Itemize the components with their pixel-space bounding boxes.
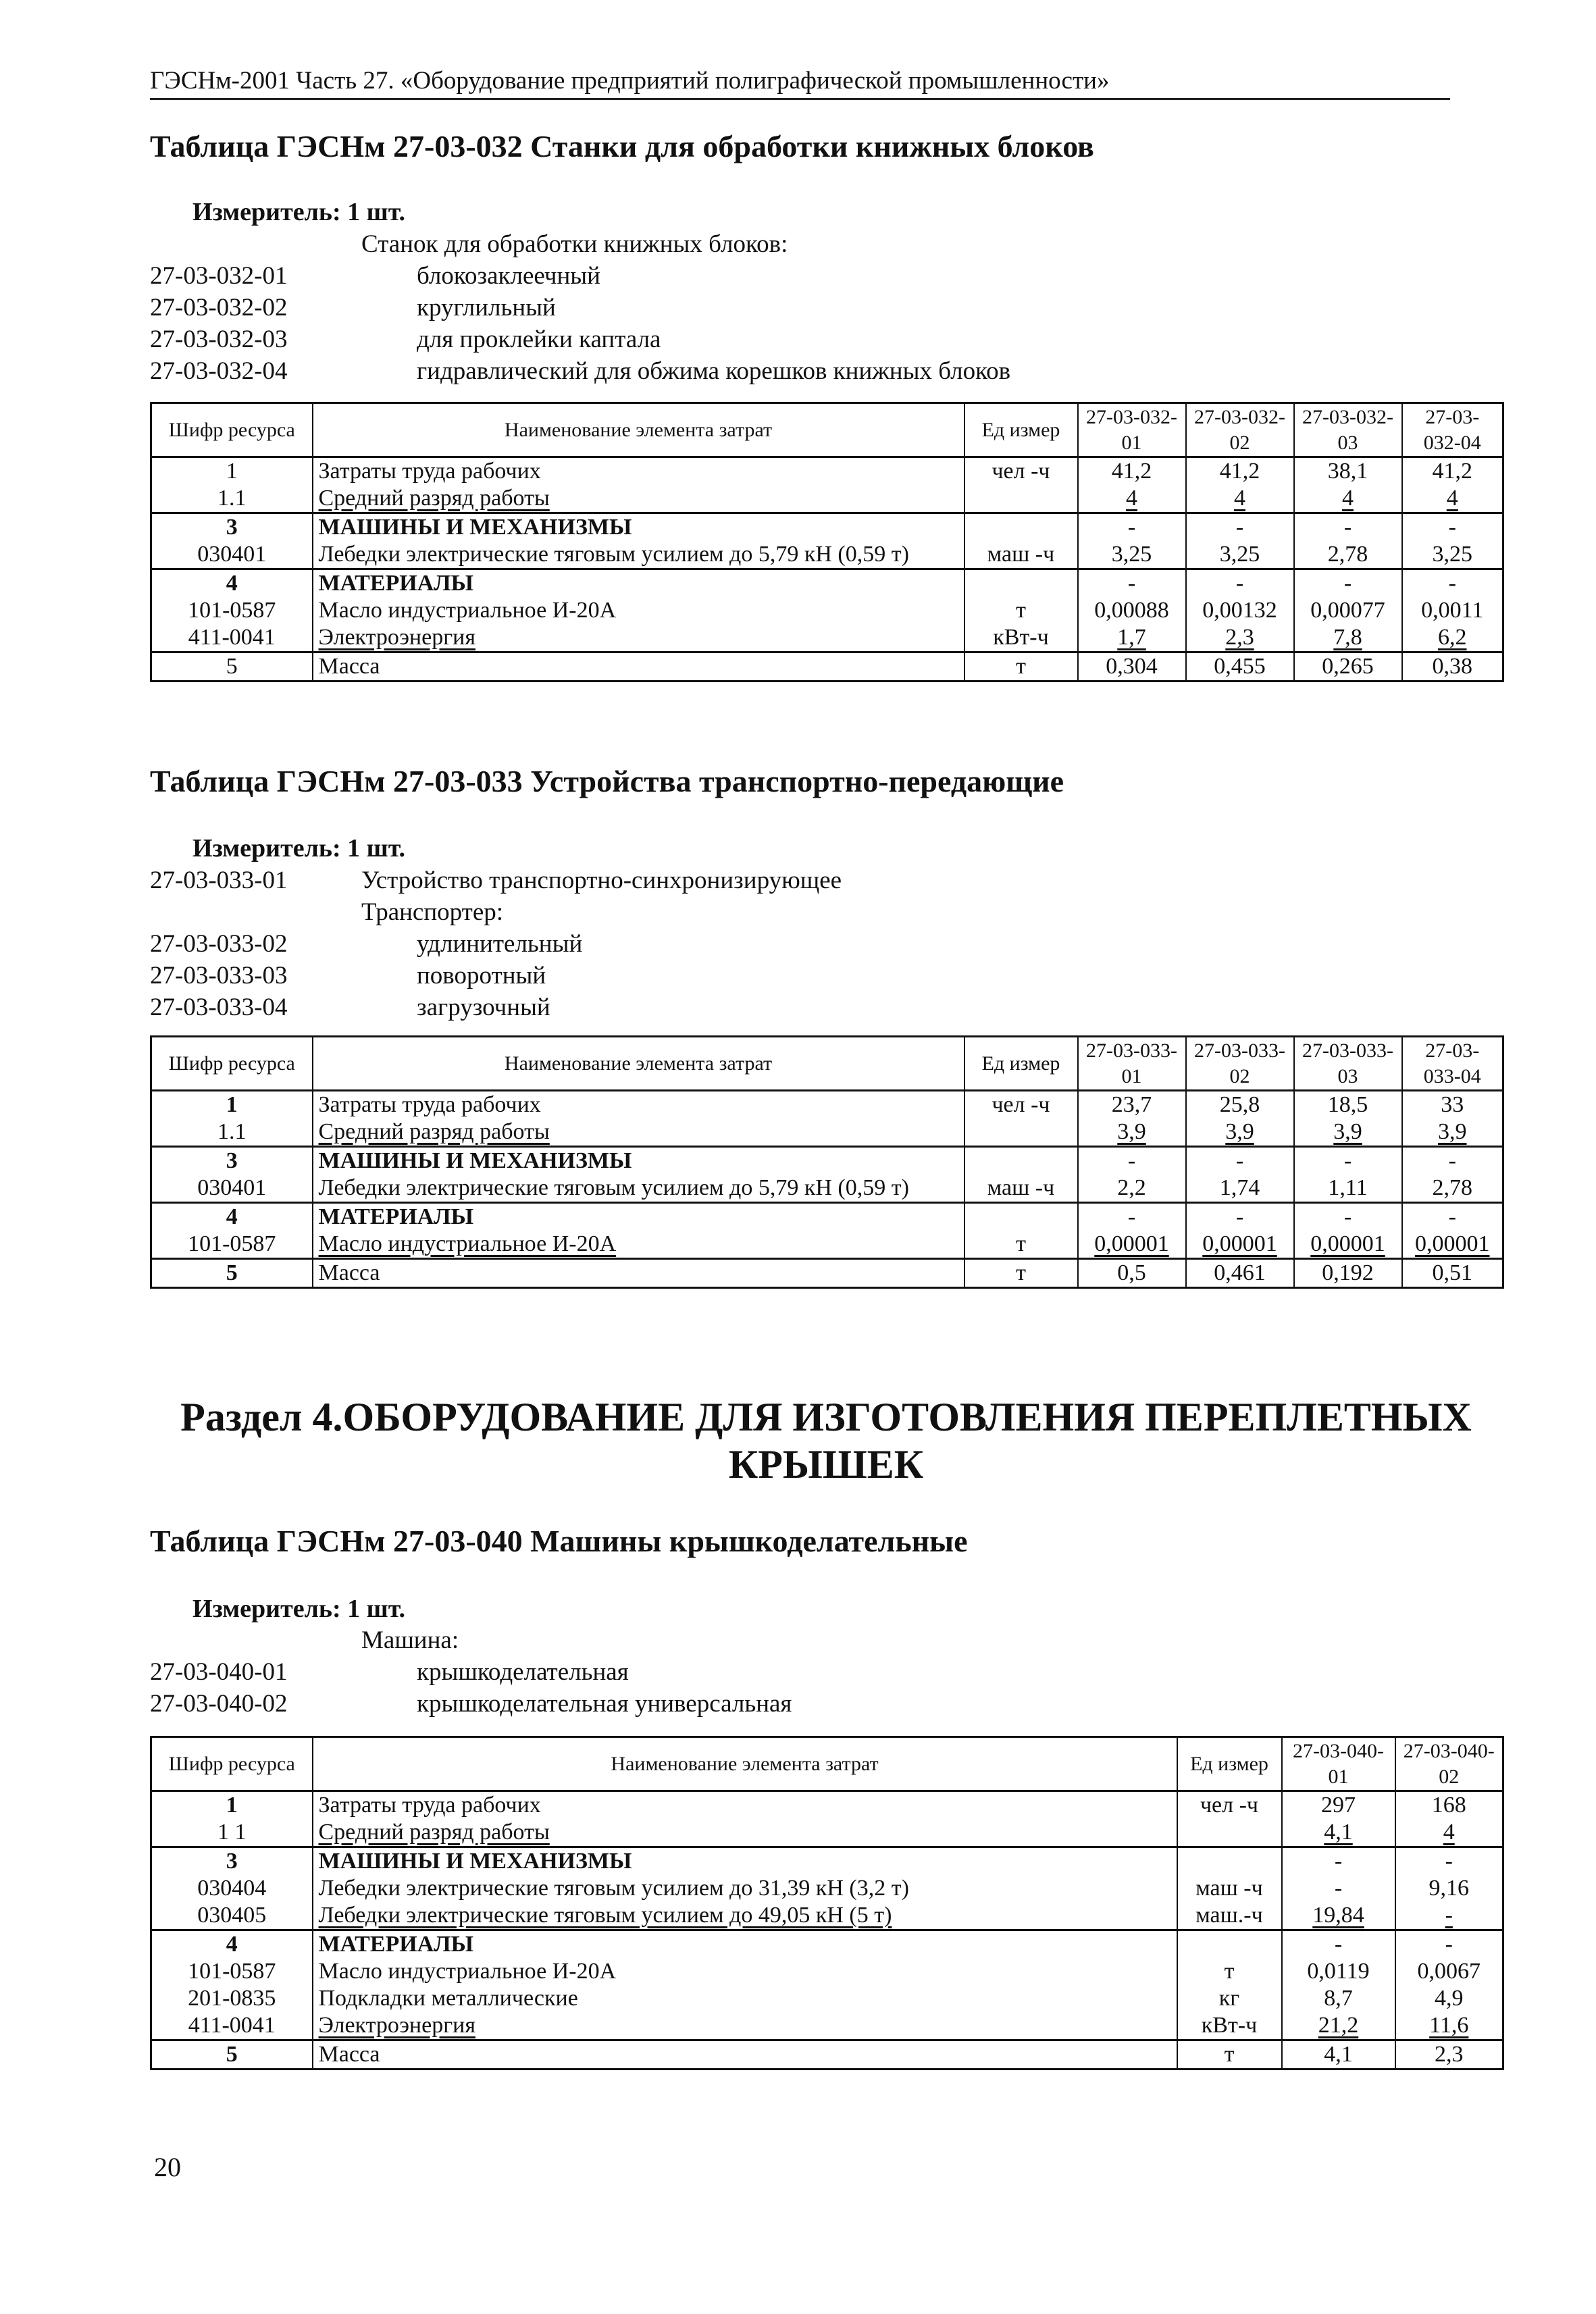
- cell-name: Масса: [313, 652, 964, 682]
- cell-value: 0,51: [1402, 1259, 1503, 1288]
- table-header-row: [151, 403, 1503, 457]
- cell-value: 3,9: [1078, 1119, 1186, 1147]
- table-title: Таблица ГЭСНм 27-03-033 Устройства транспортно-передающие: [150, 764, 1064, 798]
- cell-code: 1.1: [151, 1119, 313, 1147]
- measure-line: [192, 1594, 405, 1624]
- cell-unit: [964, 1203, 1078, 1231]
- cell-value: 4: [1078, 485, 1186, 513]
- cell-value: 19,84: [1282, 1902, 1395, 1930]
- cell-value: -: [1402, 1147, 1503, 1175]
- cell-code: 030401: [151, 1175, 313, 1203]
- cell-value: 0,0011: [1402, 597, 1503, 624]
- cell-name: Масса: [313, 2040, 1177, 2069]
- column-header: 27-03-040-01: [1282, 1737, 1395, 1791]
- cell-value: 297: [1282, 1791, 1395, 1820]
- cell-name: Подкладки металлические: [313, 1985, 1177, 2012]
- cell-value: 2,3: [1395, 2040, 1503, 2069]
- cell-value: 4,1: [1282, 2040, 1395, 2069]
- cell-value: -: [1282, 1930, 1395, 1959]
- cell-unit: [964, 513, 1078, 542]
- cell-name: Затраты труда рабочих: [313, 457, 964, 486]
- cell-name: Средний разряд работы: [313, 1819, 1177, 1847]
- cell-value: -: [1186, 569, 1294, 598]
- table-row: [151, 1847, 1503, 1876]
- cell-value: 0,00088: [1078, 597, 1186, 624]
- column-header: 27-03-032-04: [1402, 403, 1503, 457]
- cell-unit: [964, 485, 1078, 513]
- cell-value: 1,7: [1078, 624, 1186, 652]
- cell-value: 23,7: [1078, 1091, 1186, 1119]
- cell-value: 2,2: [1078, 1175, 1186, 1203]
- cell-value: 4: [1294, 485, 1402, 513]
- column-header: 27-03-032-03: [1294, 403, 1402, 457]
- cell-value: -: [1078, 1203, 1186, 1231]
- cell-value: 0,00001: [1402, 1231, 1503, 1259]
- cell-value: 3,9: [1186, 1119, 1294, 1147]
- column-header: 27-03-033-04: [1402, 1037, 1503, 1091]
- cell-unit: чел -ч: [964, 457, 1078, 486]
- measure-value: 1 шт.: [347, 834, 406, 863]
- cell-name: Затраты труда рабочих: [313, 1791, 1177, 1820]
- table-row: [151, 1147, 1503, 1175]
- table-row: [151, 1175, 1503, 1203]
- cell-value: -: [1186, 1203, 1294, 1231]
- cell-code: 3: [151, 1847, 313, 1876]
- cell-value: 9,16: [1395, 1875, 1503, 1902]
- cell-code: 1: [151, 1791, 313, 1820]
- table-row: [151, 2012, 1503, 2040]
- column-header: Наименование элемента затрат: [313, 1037, 964, 1091]
- cell-value: 4,9: [1395, 1985, 1503, 2012]
- cell-value: 3,25: [1078, 541, 1186, 569]
- measure-line: [192, 833, 405, 863]
- cell-value: -: [1294, 1203, 1402, 1231]
- cell-code: 1: [151, 457, 313, 486]
- resource-table: [150, 1736, 1504, 2070]
- cell-value: -: [1402, 569, 1503, 598]
- column-header: 27-03-033-01: [1078, 1037, 1186, 1091]
- cell-unit: т: [1177, 2040, 1282, 2069]
- cell-value: 41,2: [1078, 457, 1186, 486]
- cell-value: 0,00001: [1078, 1231, 1186, 1259]
- cell-code: 101-0587: [151, 597, 313, 624]
- cell-value: -: [1186, 1147, 1294, 1175]
- column-header: Наименование элемента затрат: [313, 403, 964, 457]
- measure-label: Измеритель:: [192, 1595, 341, 1623]
- cell-unit: [964, 1119, 1078, 1147]
- column-header: 27-03-033-03: [1294, 1037, 1402, 1091]
- cell-code: 030404: [151, 1875, 313, 1902]
- cell-value: 3,9: [1294, 1119, 1402, 1147]
- column-header: 27-03-040-02: [1395, 1737, 1503, 1791]
- table-row: [151, 541, 1503, 569]
- cell-value: 7,8: [1294, 624, 1402, 652]
- cell-unit: кВт-ч: [1177, 2012, 1282, 2040]
- cell-value: 4: [1186, 485, 1294, 513]
- cell-name: Лебедки электрические тяговым усилием до 5,79 кН (0,59 т): [313, 541, 964, 569]
- column-header: Ед измер: [964, 1037, 1078, 1091]
- cell-value: 3,25: [1186, 541, 1294, 569]
- table-row: [151, 1875, 1503, 1902]
- cell-value: -: [1402, 1203, 1503, 1231]
- cell-code: 1: [151, 1091, 313, 1119]
- cell-value: -: [1282, 1847, 1395, 1876]
- cell-value: 25,8: [1186, 1091, 1294, 1119]
- table-row: [151, 1985, 1503, 2012]
- cell-value: 0,5: [1078, 1259, 1186, 1288]
- table-row: [151, 597, 1503, 624]
- cell-value: -: [1402, 513, 1503, 542]
- measure-value: 1 шт.: [347, 1595, 406, 1623]
- cell-name: МАТЕРИАЛЫ: [313, 1203, 964, 1231]
- cell-code: 3: [151, 1147, 313, 1175]
- table-title: Таблица ГЭСНм 27-03-040 Машины крышкоделательные: [150, 1524, 968, 1558]
- column-header: 27-03-032-01: [1078, 403, 1186, 457]
- cell-value: -: [1395, 1902, 1503, 1930]
- cell-unit: [1177, 1847, 1282, 1876]
- cell-unit: кВт-ч: [964, 624, 1078, 652]
- cell-unit: т: [964, 1259, 1078, 1288]
- column-header: Шифр ресурса: [151, 1737, 313, 1791]
- cell-value: 0,304: [1078, 652, 1186, 682]
- column-header: Наименование элемента затрат: [313, 1737, 1177, 1791]
- column-header: Шифр ресурса: [151, 1037, 313, 1091]
- cell-unit: т: [964, 652, 1078, 682]
- cell-name: Масло индустриальное И-20А: [313, 597, 964, 624]
- cell-name: Электроэнергия: [313, 2012, 1177, 2040]
- cell-value: 0,461: [1186, 1259, 1294, 1288]
- cell-unit: маш -ч: [964, 1175, 1078, 1203]
- table-row: [151, 1791, 1503, 1820]
- cell-value: -: [1078, 513, 1186, 542]
- table-row: [151, 1902, 1503, 1930]
- cell-value: 1,74: [1186, 1175, 1294, 1203]
- table-row: [151, 1259, 1503, 1288]
- measure-label: Измеритель:: [192, 198, 341, 226]
- cell-name: Лебедки электрические тяговым усилием до 49,05 кН (5 т): [313, 1902, 1177, 1930]
- cell-value: 0,00077: [1294, 597, 1402, 624]
- resource-table: [150, 1035, 1504, 1289]
- cell-name: МАШИНЫ И МЕХАНИЗМЫ: [313, 1847, 1177, 1876]
- table-row: [151, 1819, 1503, 1847]
- cell-value: 41,2: [1402, 457, 1503, 486]
- cell-code: 030405: [151, 1902, 313, 1930]
- cell-value: 0,38: [1402, 652, 1503, 682]
- cell-value: 168: [1395, 1791, 1503, 1820]
- cell-value: -: [1282, 1875, 1395, 1902]
- table-row: [151, 513, 1503, 542]
- cell-name: Средний разряд работы: [313, 485, 964, 513]
- cell-value: 0,455: [1186, 652, 1294, 682]
- cell-value: 18,5: [1294, 1091, 1402, 1119]
- page-number: 20: [154, 2152, 181, 2182]
- cell-unit: кг: [1177, 1985, 1282, 2012]
- cell-name: МАТЕРИАЛЫ: [313, 1930, 1177, 1959]
- cell-unit: [964, 1147, 1078, 1175]
- cell-value: -: [1395, 1930, 1503, 1959]
- cell-value: -: [1294, 1147, 1402, 1175]
- measure-value: 1 шт.: [347, 198, 406, 226]
- cell-name: Лебедки электрические тяговым усилием до 5,79 кН (0,59 т): [313, 1175, 964, 1203]
- cell-code: 5: [151, 1259, 313, 1288]
- section-title: Раздел 4.ОБОРУДОВАНИЕ ДЛЯ ИЗГОТОВЛЕНИЯ ПЕРЕПЛЕТНЫХ КРЫШЕК: [180, 1395, 1472, 1487]
- cell-unit: чел -ч: [1177, 1791, 1282, 1820]
- cell-value: 38,1: [1294, 457, 1402, 486]
- table-row: [151, 1119, 1503, 1147]
- cell-unit: т: [964, 597, 1078, 624]
- cell-code: 411-0041: [151, 624, 313, 652]
- table-row: [151, 652, 1503, 682]
- cell-name: Средний разряд работы: [313, 1119, 964, 1147]
- cell-unit: маш -ч: [1177, 1875, 1282, 1902]
- cell-value: 4,1: [1282, 1819, 1395, 1847]
- column-header: Шифр ресурса: [151, 403, 313, 457]
- cell-value: -: [1294, 569, 1402, 598]
- cell-code: 101-0587: [151, 1231, 313, 1259]
- cell-code: 201-0835: [151, 1985, 313, 2012]
- cell-value: 0,00001: [1294, 1231, 1402, 1259]
- cell-unit: [1177, 1819, 1282, 1847]
- cell-value: 2,3: [1186, 624, 1294, 652]
- cell-code: 3: [151, 513, 313, 542]
- cell-value: 3,25: [1402, 541, 1503, 569]
- cell-value: -: [1395, 1847, 1503, 1876]
- table-row: [151, 569, 1503, 598]
- cell-value: -: [1078, 1147, 1186, 1175]
- cell-unit: т: [964, 1231, 1078, 1259]
- cell-name: МАШИНЫ И МЕХАНИЗМЫ: [313, 1147, 964, 1175]
- cell-value: -: [1186, 513, 1294, 542]
- cell-value: 0,00132: [1186, 597, 1294, 624]
- cell-name: Масло индустриальное И-20А: [313, 1231, 964, 1259]
- cell-value: 1,11: [1294, 1175, 1402, 1203]
- cell-value: 0,00001: [1186, 1231, 1294, 1259]
- table-row: [151, 1958, 1503, 1985]
- cell-value: 4: [1402, 485, 1503, 513]
- cell-name: МАШИНЫ И МЕХАНИЗМЫ: [313, 513, 964, 542]
- table-row: [151, 485, 1503, 513]
- column-header: 27-03-033-02: [1186, 1037, 1294, 1091]
- cell-name: Электроэнергия: [313, 624, 964, 652]
- cell-code: 030401: [151, 541, 313, 569]
- cell-name: Лебедки электрические тяговым усилием до 31,39 кН (3,2 т): [313, 1875, 1177, 1902]
- cell-value: 4: [1395, 1819, 1503, 1847]
- cell-code: 411-0041: [151, 2012, 313, 2040]
- column-header: Ед измер: [1177, 1737, 1282, 1791]
- cell-value: 11,6: [1395, 2012, 1503, 2040]
- cell-code: 1.1: [151, 485, 313, 513]
- cell-value: 21,2: [1282, 2012, 1395, 2040]
- cell-value: 2,78: [1294, 541, 1402, 569]
- cell-name: МАТЕРИАЛЫ: [313, 569, 964, 598]
- column-header: Ед измер: [964, 403, 1078, 457]
- cell-unit: [964, 569, 1078, 598]
- cell-value: 8,7: [1282, 1985, 1395, 2012]
- table-header-row: [151, 1737, 1503, 1791]
- cell-unit: [1177, 1930, 1282, 1959]
- cell-unit: чел -ч: [964, 1091, 1078, 1119]
- cell-value: 0,0067: [1395, 1958, 1503, 1985]
- cell-unit: маш.-ч: [1177, 1902, 1282, 1930]
- cell-name: Масса: [313, 1259, 964, 1288]
- cell-value: 0,0119: [1282, 1958, 1395, 1985]
- cell-name: Затраты труда рабочих: [313, 1091, 964, 1119]
- cell-code: 4: [151, 1930, 313, 1959]
- cell-code: 5: [151, 652, 313, 682]
- cell-value: 0,192: [1294, 1259, 1402, 1288]
- cell-code: 101-0587: [151, 1958, 313, 1985]
- cell-code: 4: [151, 1203, 313, 1231]
- measure-line: [192, 197, 405, 227]
- table-row: [151, 2040, 1503, 2069]
- cell-value: 33: [1402, 1091, 1503, 1119]
- column-header: 27-03-032-02: [1186, 403, 1294, 457]
- cell-value: 3,9: [1402, 1119, 1503, 1147]
- cell-unit: маш -ч: [964, 541, 1078, 569]
- cell-value: -: [1294, 513, 1402, 542]
- cell-code: 4: [151, 569, 313, 598]
- cell-code: 1 1: [151, 1819, 313, 1847]
- table-row: [151, 1231, 1503, 1259]
- cell-value: 0,265: [1294, 652, 1402, 682]
- running-header: ГЭСНм-2001 Часть 27. «Оборудование предприятий полиграфической промышленности»: [150, 66, 1450, 100]
- cell-value: 6,2: [1402, 624, 1503, 652]
- cell-code: 5: [151, 2040, 313, 2069]
- table-row: [151, 457, 1503, 486]
- table-row: [151, 624, 1503, 652]
- table-row: [151, 1930, 1503, 1959]
- measure-label: Измеритель:: [192, 834, 341, 863]
- table-header-row: [151, 1037, 1503, 1091]
- resource-table: [150, 402, 1504, 682]
- cell-value: 41,2: [1186, 457, 1294, 486]
- table-title: Таблица ГЭСНм 27-03-032 Станки для обработки книжных блоков: [150, 129, 1094, 163]
- table-row: [151, 1091, 1503, 1119]
- cell-unit: т: [1177, 1958, 1282, 1985]
- table-row: [151, 1203, 1503, 1231]
- cell-name: Масло индустриальное И-20А: [313, 1958, 1177, 1985]
- cell-value: 2,78: [1402, 1175, 1503, 1203]
- cell-value: -: [1078, 569, 1186, 598]
